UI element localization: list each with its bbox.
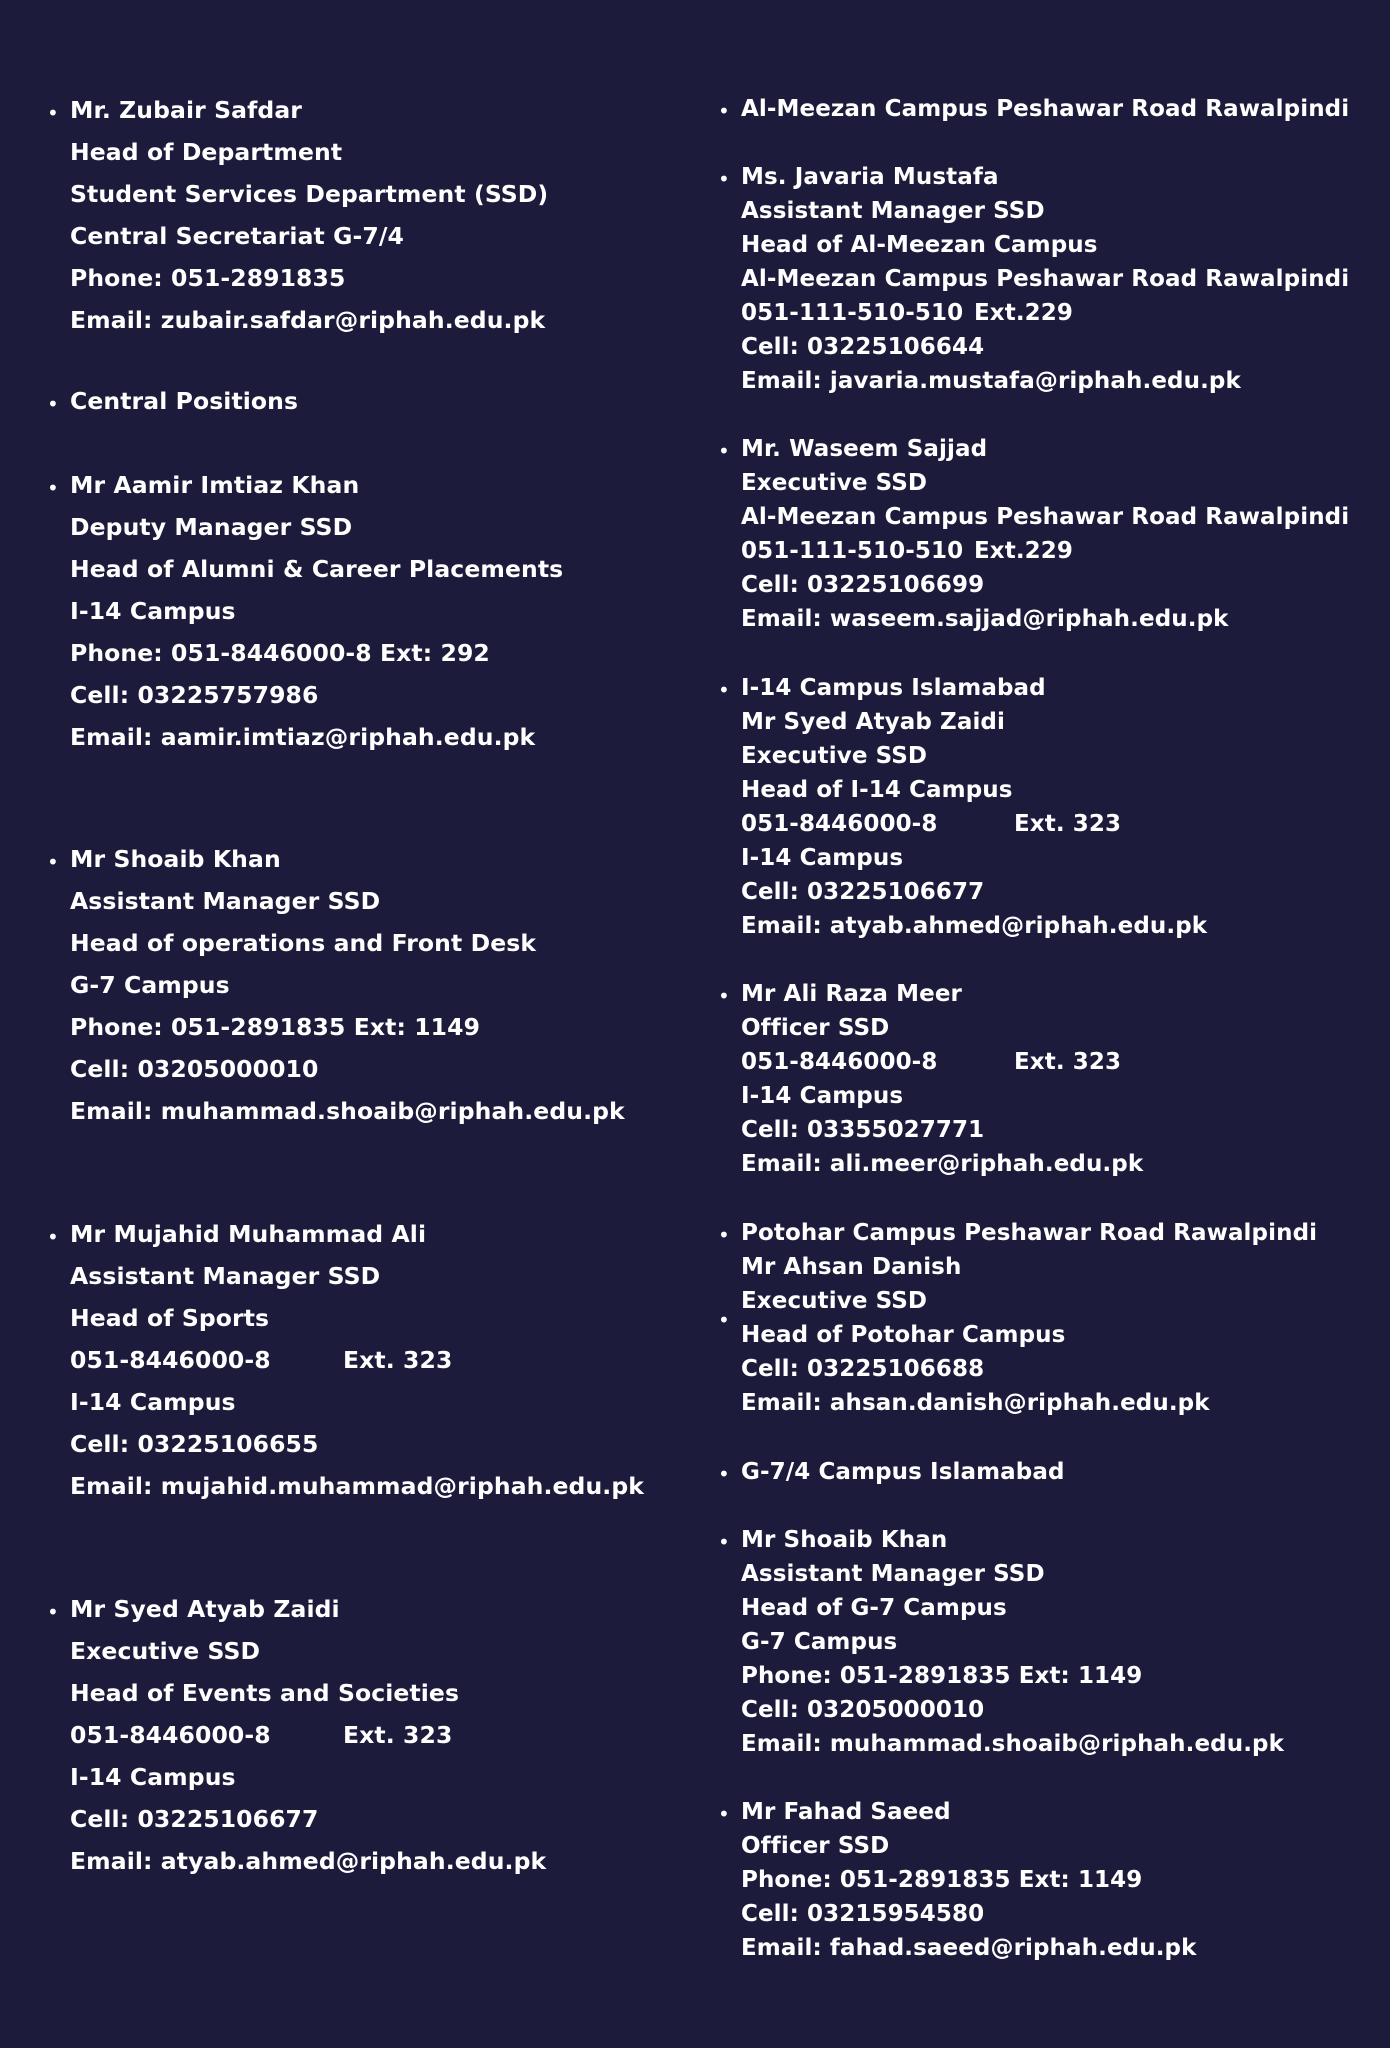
contact-phone bbox=[741, 1045, 1143, 1079]
contact-cell: Cell: 03225106655 bbox=[70, 1430, 319, 1458]
contact-extension: Ext. 323 bbox=[1014, 1049, 1122, 1075]
contact-department: Student Services Department (SSD) bbox=[70, 180, 549, 208]
contact-extension: Ext. 323 bbox=[343, 1346, 453, 1374]
bullet: • bbox=[718, 1802, 730, 1826]
contact-email: Email: atyab.ahmed@riphah.edu.pk bbox=[70, 1847, 547, 1875]
bullet: • bbox=[47, 392, 59, 416]
contact-extension: Ext. 323 bbox=[1014, 811, 1122, 837]
bullet: • bbox=[718, 167, 730, 191]
contact-cell: Cell: 03205000010 bbox=[741, 1697, 985, 1723]
contact-cell: Cell: 03225106644 bbox=[741, 334, 985, 360]
contact-email: Email: waseem.sajjad@riphah.edu.pk bbox=[741, 606, 1229, 632]
contact-phone: Phone: 051-8446000-8 Ext: 292 bbox=[70, 639, 490, 667]
contact-phone: Phone: 051-2891835 bbox=[70, 264, 346, 292]
contact-title: Assistant Manager SSD bbox=[70, 1262, 381, 1290]
contact-entry bbox=[718, 671, 1208, 943]
bullet: • bbox=[718, 1223, 730, 1247]
bullet: • bbox=[718, 99, 730, 123]
contact-phone-number: 051-8446000-8 bbox=[741, 811, 938, 837]
section-heading: G-7/4 Campus Islamabad bbox=[741, 1459, 1065, 1485]
contact-title: Assistant Manager SSD bbox=[741, 198, 1045, 224]
contact-title: Deputy Manager SSD bbox=[70, 513, 353, 541]
contact-cell: Cell: 03225106699 bbox=[741, 572, 985, 598]
contact-email: Email: atyab.ahmed@riphah.edu.pk bbox=[741, 913, 1208, 939]
contact-entry bbox=[47, 1213, 644, 1507]
contact-location: I-14 Campus bbox=[70, 597, 236, 625]
contact-cell: Cell: 03225106688 bbox=[741, 1356, 985, 1382]
contact-name: Mr. Waseem Sajjad bbox=[741, 436, 988, 462]
contact-phone-number: 051-111-510-510 bbox=[741, 538, 964, 564]
contact-title: Executive SSD bbox=[741, 470, 928, 496]
contact-location: I-14 Campus bbox=[741, 1083, 904, 1109]
bullet: • bbox=[47, 101, 59, 125]
contact-entry bbox=[718, 977, 1144, 1181]
contact-title: Head of Department bbox=[70, 138, 343, 166]
contact-extension: Ext.229 bbox=[974, 538, 1073, 564]
bullet: • bbox=[47, 850, 59, 874]
contact-name: Mr Shoaib Khan bbox=[70, 845, 281, 873]
contact-phone bbox=[741, 296, 1349, 330]
contact-phone bbox=[741, 807, 1207, 841]
contact-entry bbox=[718, 1216, 1318, 1420]
contact-role: Head of Al-Meezan Campus bbox=[741, 232, 1098, 258]
section-heading-entry bbox=[718, 1455, 1065, 1489]
contact-email: Email: aamir.imtiaz@riphah.edu.pk bbox=[70, 723, 536, 751]
contact-role: Head of Alumni & Career Placements bbox=[70, 555, 564, 583]
contact-extension: Ext.229 bbox=[974, 300, 1073, 326]
contact-name: Ms. Javaria Mustafa bbox=[741, 164, 999, 190]
contact-name: Mr Ali Raza Meer bbox=[741, 981, 962, 1007]
contact-location: Al-Meezan Campus Peshawar Road Rawalpindi bbox=[741, 504, 1350, 530]
contact-phone: Phone: 051-2891835 Ext: 1149 bbox=[70, 1013, 481, 1041]
contact-role: Head of Sports bbox=[70, 1304, 270, 1332]
section-heading-entry bbox=[718, 92, 1350, 126]
contact-location: Al-Meezan Campus Peshawar Road Rawalpindi bbox=[741, 266, 1350, 292]
contact-email: Email: ahsan.danish@riphah.edu.pk bbox=[741, 1390, 1210, 1416]
contact-entry bbox=[47, 1588, 547, 1882]
bullet: • bbox=[718, 678, 730, 702]
contact-name: Mr. Zubair Safdar bbox=[70, 96, 302, 124]
campus-heading: Potohar Campus Peshawar Road Rawalpindi bbox=[741, 1220, 1318, 1246]
contact-name: Mr Syed Atyab Zaidi bbox=[70, 1595, 340, 1623]
contact-cell: Cell: 03205000010 bbox=[70, 1055, 319, 1083]
contact-cell: Cell: 03225757986 bbox=[70, 681, 319, 709]
contact-email: Email: ali.meer@riphah.edu.pk bbox=[741, 1151, 1144, 1177]
contact-entry bbox=[47, 464, 564, 758]
contact-name: Mr Ahsan Danish bbox=[741, 1254, 962, 1280]
contact-phone bbox=[70, 1714, 546, 1756]
contact-phone: Phone: 051-2891835 Ext: 1149 bbox=[741, 1663, 1143, 1689]
contact-location: G-7 Campus bbox=[70, 971, 230, 999]
section-heading: Al-Meezan Campus Peshawar Road Rawalpindi bbox=[741, 96, 1350, 122]
contact-title: Executive SSD bbox=[741, 743, 928, 769]
contact-phone-number: 051-8446000-8 bbox=[741, 1049, 938, 1075]
bullet: • bbox=[718, 1308, 730, 1332]
contact-email: Email: muhammad.shoaib@riphah.edu.pk bbox=[70, 1097, 625, 1125]
contact-extension: Ext. 323 bbox=[343, 1721, 453, 1749]
contact-location: G-7 Campus bbox=[741, 1629, 898, 1655]
section-heading-entry bbox=[47, 380, 299, 422]
contact-cell: Cell: 03355027771 bbox=[741, 1117, 985, 1143]
contact-name: Mr Aamir Imtiaz Khan bbox=[70, 471, 360, 499]
contact-phone-number: 051-8446000-8 bbox=[70, 1346, 271, 1374]
contact-title: Officer SSD bbox=[741, 1833, 890, 1859]
contact-role: Head of I-14 Campus bbox=[741, 777, 1013, 803]
contact-location: Central Secretariat G-7/4 bbox=[70, 222, 404, 250]
contact-name: Mr Mujahid Muhammad Ali bbox=[70, 1220, 427, 1248]
contact-phone-number: 051-8446000-8 bbox=[70, 1721, 271, 1749]
contact-title: Assistant Manager SSD bbox=[741, 1561, 1045, 1587]
contact-entry bbox=[718, 1795, 1197, 1965]
contact-location: I-14 Campus bbox=[70, 1388, 236, 1416]
contact-email: Email: mujahid.muhammad@riphah.edu.pk bbox=[70, 1472, 644, 1500]
contact-entry bbox=[718, 432, 1350, 636]
contact-title: Executive SSD bbox=[741, 1288, 928, 1314]
contact-name: Mr Fahad Saeed bbox=[741, 1799, 951, 1825]
contact-cell: Cell: 03225106677 bbox=[741, 879, 985, 905]
contact-location: I-14 Campus bbox=[741, 845, 904, 871]
contact-entry bbox=[47, 838, 625, 1132]
contact-entry bbox=[47, 89, 549, 341]
bullet: • bbox=[718, 439, 730, 463]
contact-name: Mr Syed Atyab Zaidi bbox=[741, 709, 1005, 735]
contact-title: Assistant Manager SSD bbox=[70, 887, 381, 915]
contact-role: Head of Potohar Campus bbox=[741, 1322, 1066, 1348]
contact-entry bbox=[718, 160, 1350, 398]
contact-email: Email: muhammad.shoaib@riphah.edu.pk bbox=[741, 1731, 1285, 1757]
contact-role: Head of G-7 Campus bbox=[741, 1595, 1007, 1621]
bullet: • bbox=[718, 1530, 730, 1554]
contact-phone bbox=[70, 1339, 644, 1381]
contact-title: Officer SSD bbox=[741, 1015, 890, 1041]
contact-email: Email: fahad.saeed@riphah.edu.pk bbox=[741, 1935, 1197, 1961]
bullet: • bbox=[47, 1600, 59, 1624]
contact-email: Email: javaria.mustafa@riphah.edu.pk bbox=[741, 368, 1241, 394]
contact-entry bbox=[718, 1523, 1285, 1761]
contact-title: Executive SSD bbox=[70, 1637, 261, 1665]
bullet: • bbox=[47, 1225, 59, 1249]
bullet: • bbox=[47, 476, 59, 500]
section-heading: Central Positions bbox=[70, 387, 299, 415]
bullet: • bbox=[718, 1462, 730, 1486]
campus-heading: I-14 Campus Islamabad bbox=[741, 675, 1046, 701]
contact-cell: Cell: 03225106677 bbox=[70, 1805, 319, 1833]
contact-phone bbox=[741, 534, 1349, 568]
contact-phone-number: 051-111-510-510 bbox=[741, 300, 964, 326]
contact-role: Head of operations and Front Desk bbox=[70, 929, 537, 957]
contact-email: Email: zubair.safdar@riphah.edu.pk bbox=[70, 306, 546, 334]
contact-name: Mr Shoaib Khan bbox=[741, 1527, 948, 1553]
contact-role: Head of Events and Societies bbox=[70, 1679, 460, 1707]
contact-phone: Phone: 051-2891835 Ext: 1149 bbox=[741, 1867, 1143, 1893]
bullet: • bbox=[718, 984, 730, 1008]
contact-cell: Cell: 03215954580 bbox=[741, 1901, 985, 1927]
contact-location: I-14 Campus bbox=[70, 1763, 236, 1791]
